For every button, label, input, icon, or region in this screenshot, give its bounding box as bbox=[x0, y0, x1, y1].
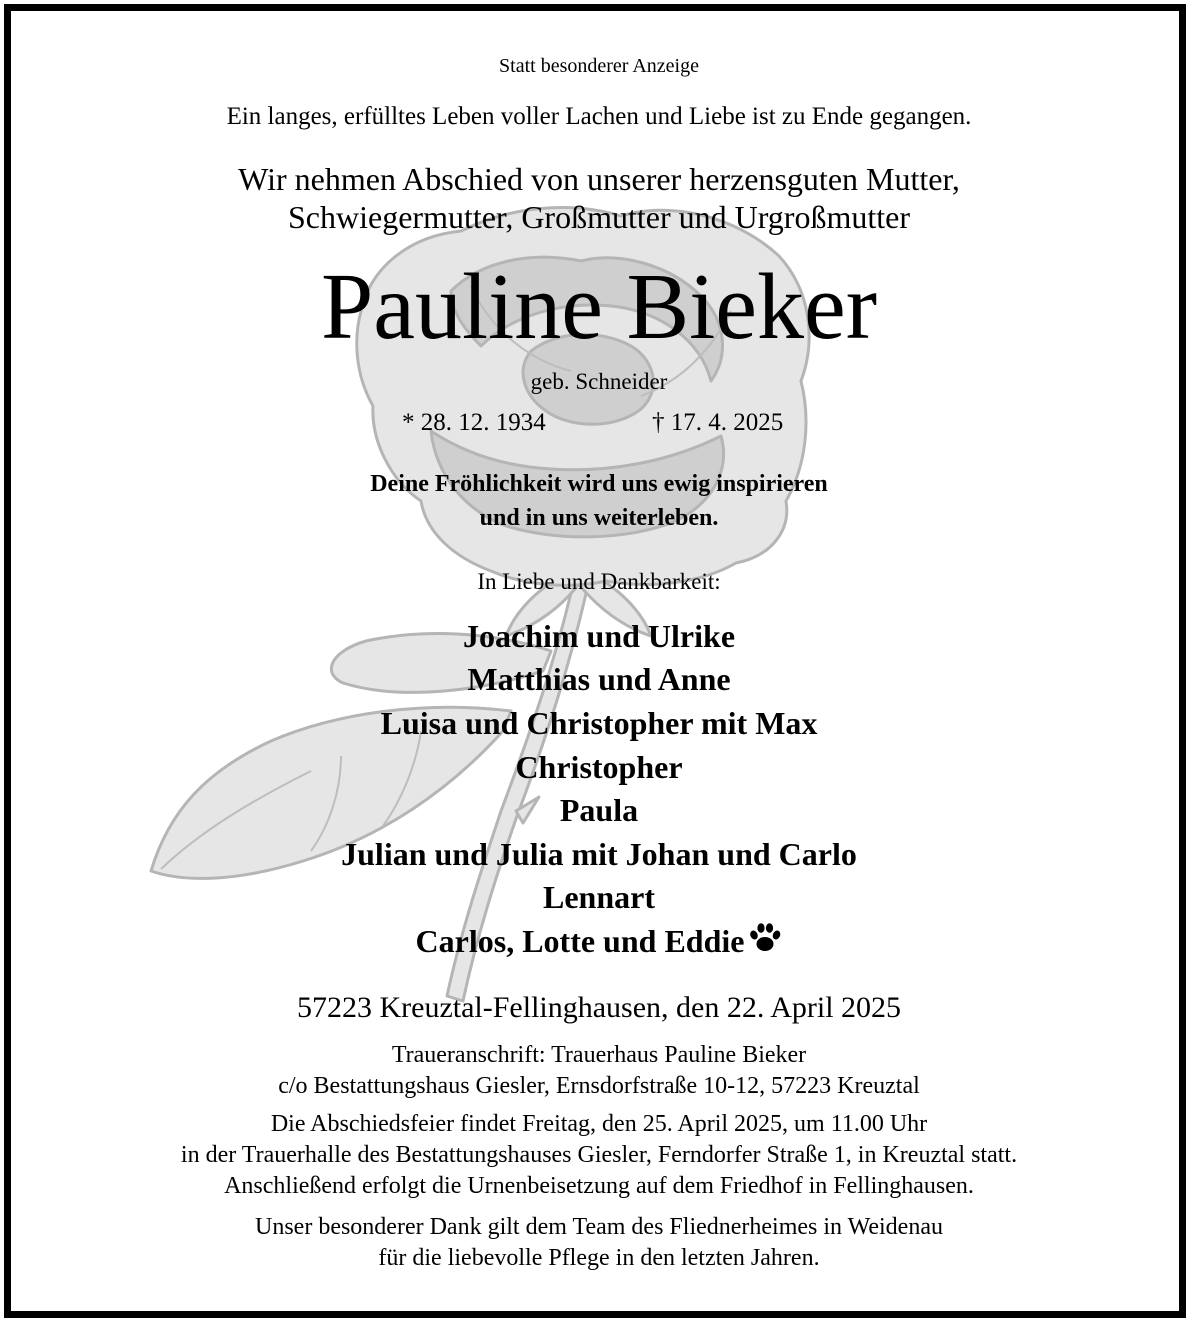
address-line-1: Traueranschrift: Trauerhaus Pauline Bieker bbox=[391, 1042, 807, 1068]
paw-print-icon bbox=[748, 921, 782, 955]
address-line-2: c/o Bestattungshaus Giesler, Ernsdorfstraße 10-12, 57223 Kreuztal bbox=[278, 1073, 920, 1099]
mourner-8-row bbox=[11, 921, 1186, 960]
life-dates bbox=[11, 409, 1186, 445]
ceremony-line-2: in der Trauerhalle des Bestattungshauses Giesler, Ferndorfer Straße 1, in Kreuztal statt. bbox=[180, 1142, 1018, 1168]
thanks-line-1: Unser besonderer Dank gilt dem Team des Fliednerheimes in Weidenau bbox=[255, 1214, 943, 1240]
motto-line-2: und in uns weiterleben. bbox=[479, 505, 719, 531]
mourner-8: Carlos, Lotte und Eddie bbox=[415, 923, 745, 959]
mourner-6: Julian und Julia mit Johan und Carlo bbox=[341, 836, 857, 872]
mourner-5: Paula bbox=[559, 792, 639, 828]
header-notice: Statt besonderer Anzeige bbox=[499, 55, 699, 77]
dedication: In Liebe und Dankbarkeit: bbox=[477, 569, 721, 594]
maiden-name: geb. Schneider bbox=[530, 369, 668, 394]
death-date: † 17. 4. 2025 bbox=[652, 409, 784, 436]
mourner-7: Lennart bbox=[543, 879, 655, 915]
farewell-line-1: Wir nehmen Abschied von unserer herzensguten Mutter, bbox=[238, 161, 960, 197]
deceased-name: Pauline Bieker bbox=[320, 255, 877, 359]
mourner-3: Luisa und Christopher mit Max bbox=[380, 705, 818, 741]
ceremony-line-3: Anschließend erfolgt die Urnenbeisetzung auf dem Friedhof in Fellinghausen. bbox=[224, 1173, 974, 1199]
mourner-4: Christopher bbox=[515, 749, 683, 785]
place-and-date: 57223 Kreuztal-Fellinghausen, den 22. April 2025 bbox=[296, 991, 902, 1024]
farewell-line-2: Schwiegermutter, Großmutter und Urgroßmutter bbox=[288, 199, 910, 235]
mourner-1: Joachim und Ulrike bbox=[462, 618, 736, 654]
mourner-2: Matthias und Anne bbox=[467, 661, 731, 697]
ceremony-line-1: Die Abschiedsfeier findet Freitag, den 25. April 2025, um 11.00 Uhr bbox=[270, 1111, 928, 1137]
obituary-frame bbox=[4, 4, 1186, 1318]
motto-line-1: Deine Fröhlichkeit wird uns ewig inspirieren bbox=[370, 471, 828, 497]
intro-line: Ein langes, erfülltes Leben voller Lachen und Liebe ist zu Ende gegangen. bbox=[226, 103, 972, 130]
birth-date: * 28. 12. 1934 bbox=[402, 409, 546, 436]
thanks-line-2: für die liebevolle Pflege in den letzten Jahren. bbox=[378, 1245, 820, 1271]
